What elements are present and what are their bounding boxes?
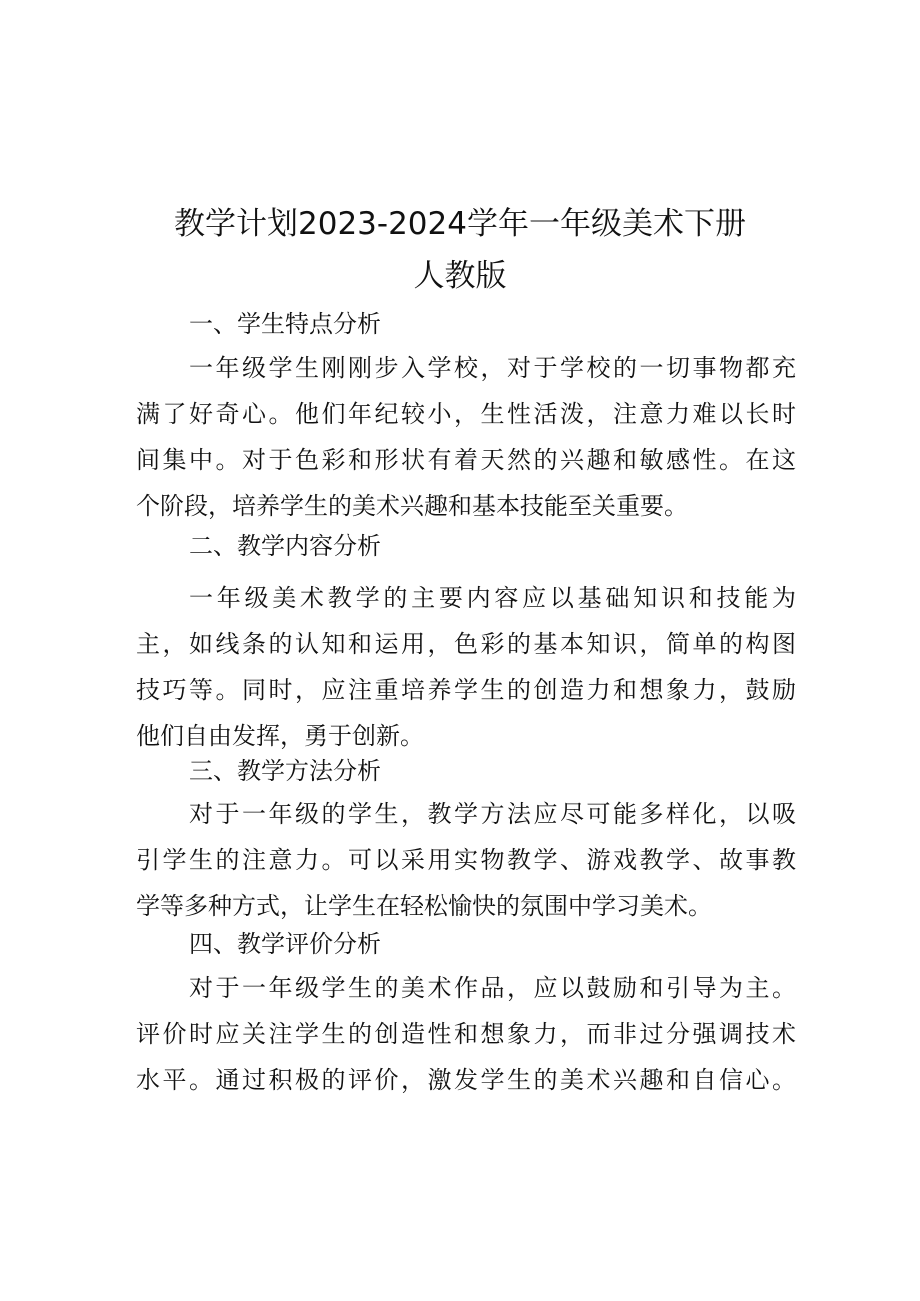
paragraph-line: 对于一年级学生的美术作品，应以鼓励和引导为主。 — [189, 974, 796, 1002]
paragraph-line: 个阶段，培养学生的美术兴趣和基本技能至关重要。 — [136, 492, 688, 520]
paragraph-line: 评价时应关注学生的创造性和想象力，而非过分强调技术 — [136, 1020, 796, 1048]
paragraph-line: 技巧等。同时，应注重培养学生的创造力和想象力，鼓励 — [136, 676, 796, 704]
section-heading-method-analysis: 三、教学方法分析 — [189, 757, 381, 785]
paragraph-line: 主，如线条的认知和运用，色彩的基本知识，简单的构图 — [136, 630, 796, 658]
section-paragraph-content-analysis — [136, 575, 796, 759]
paragraph-line: 水平。通过积极的评价，激发学生的美术兴趣和自信心。 — [136, 1066, 796, 1094]
paragraph-line: 引学生的注意力。可以采用实物教学、游戏教学、故事教 — [136, 846, 796, 874]
paragraph-line: 一年级学生刚刚步入学校，对于学校的一切事物都充 — [189, 354, 796, 382]
document-title-line-2: 人教版 — [413, 258, 507, 294]
paragraph-line: 他们自由发挥，勇于创新。 — [136, 722, 424, 750]
section-paragraph-evaluation-analysis — [136, 965, 796, 1103]
section-paragraph-method-analysis — [136, 791, 796, 929]
section-paragraph-student-analysis — [136, 345, 796, 529]
paragraph-line: 满了好奇心。他们年纪较小，生性活泼，注意力难以长时 — [136, 400, 796, 428]
paragraph-line: 对于一年级的学生，教学方法应尽可能多样化，以吸 — [189, 800, 796, 828]
paragraph-line: 间集中。对于色彩和形状有着天然的兴趣和敏感性。在这 — [136, 446, 796, 474]
document-title-line-1: 教学计划2023-2024学年一年级美术下册 — [174, 206, 746, 242]
paragraph-line: 一年级美术教学的主要内容应以基础知识和技能为 — [189, 584, 796, 612]
section-heading-evaluation-analysis: 四、教学评价分析 — [189, 930, 381, 958]
paragraph-line: 学等多种方式，让学生在轻松愉快的氛围中学习美术。 — [136, 892, 712, 920]
section-heading-student-analysis: 一、学生特点分析 — [189, 310, 381, 338]
section-heading-content-analysis: 二、教学内容分析 — [189, 532, 381, 560]
